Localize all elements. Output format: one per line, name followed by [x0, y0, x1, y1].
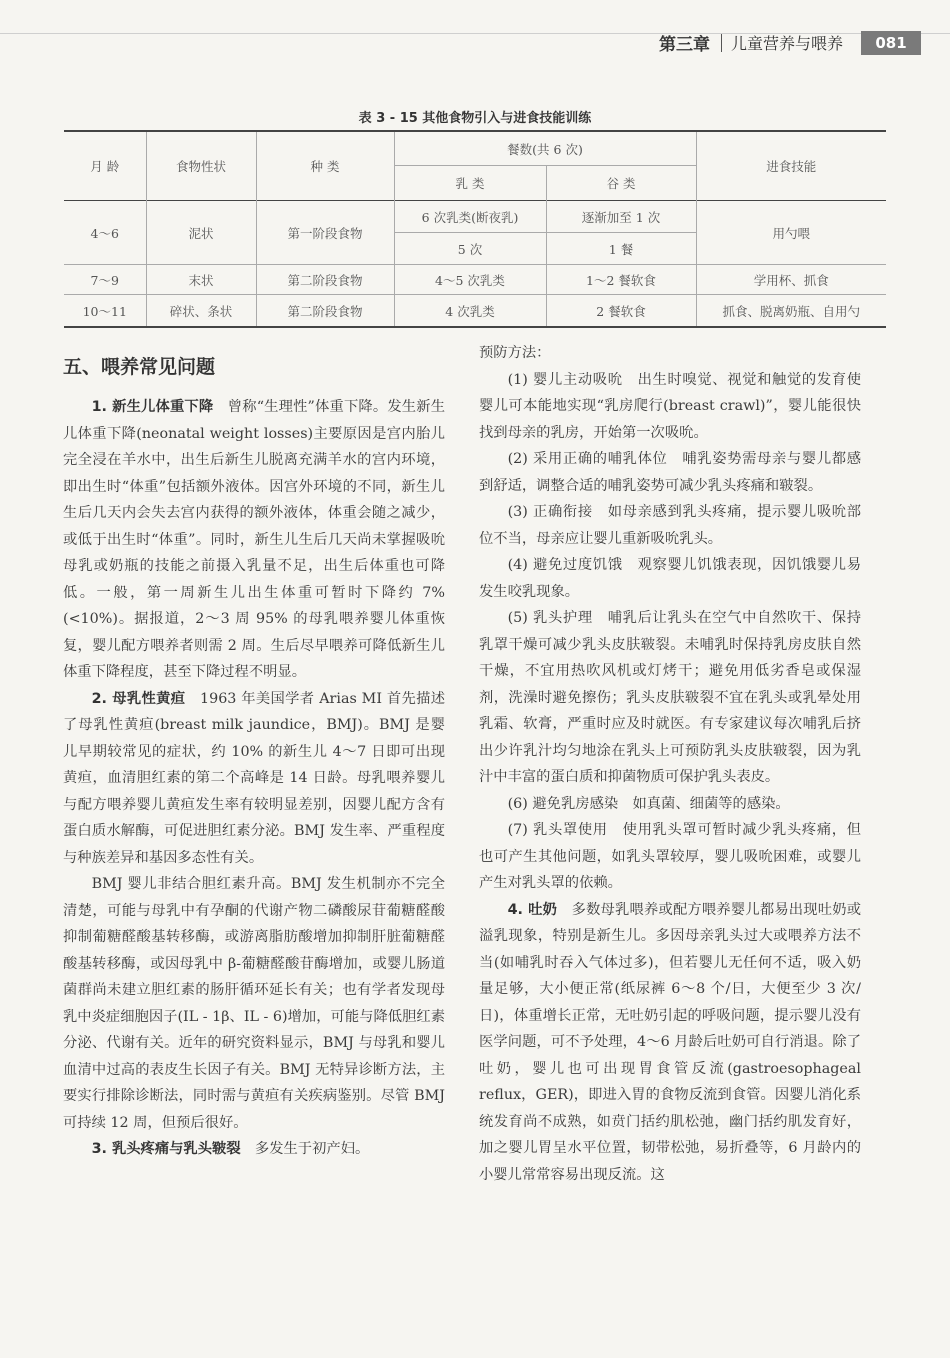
paragraph [63, 1136, 445, 1163]
paragraph-text: 多数母乳喂养或配方喂养婴儿都易出现吐奶或溢乳现象，特别是新生儿。多因母亲乳头过大或喂养方法不当(如哺乳时吞入气体过多)，但若婴儿无任何不适，吸入奶量足够，大小便正常(纸尿裤 6～8 个/日，大便至少 3 次/日)，体重增长正常，无吐奶引起的呼吸问题，提示婴儿没有医学问题，可不予处理，4～6 月龄后吐奶可自行消退。除了吐奶，婴儿也可出现胃食管反流(gastroesophageal reflux，GER)，即进入胃的食物反流到食管。因婴儿消化系统发育尚不成熟，如贲门括约肌松弛，幽门括约肌发育好，加之婴儿胃呈水平位置，韧带松弛，易折叠等，6 月龄内的小婴儿常常容易出现反流。这 [479, 901, 862, 1183]
item-title: (2) 采用正确的哺乳体位 [507, 451, 668, 467]
table-row [64, 265, 886, 295]
right-column [479, 340, 861, 1188]
chapter-number: 第三章 [659, 35, 710, 55]
cell-skill: 抓食、脱离奶瓶、自用勺 [696, 295, 886, 328]
cell-dairy: 4～5 次乳类 [394, 265, 546, 295]
table-caption: 表 3 - 15 其他食物引入与进食技能训练 [358, 111, 592, 126]
paragraph [479, 897, 861, 1189]
paragraph: BMJ 婴儿非结合胆红素升高。BMJ 发生机制亦不完全清楚，可能与母乳中有孕酮的代谢产物二磷酸尿苷葡糖醛酸抑制葡糖醛酸基转移酶，或游离脂肪酸增加抑制肝脏葡糖醛酸基转移酶，或因母乳中 β-葡糖醛酸苷酶增加，或婴儿肠道菌群尚未建立胆红素的肠肝循环延长有关；也有学者发现母乳中炎症细胞因子(IL - 1β、IL - 6)增加，可能与降低胆红素分泌、代谢有关。近年的研究资料显示，BMJ 与母乳和婴儿血清中过高的表皮生长因子有关。BMJ 无特异诊断方法，主要实行排除诊断法，同时需与黄疸有关疾病鉴别。尽管 BMJ 可持续 12 周，但预后很好。 [63, 876, 445, 1131]
list-item [479, 552, 861, 605]
section-title: 五、喂养常见问题 [63, 356, 216, 378]
paragraph [63, 394, 445, 686]
item-text: 哺乳姿势需母亲与婴儿都感到舒适，调整合适的哺乳姿势可减少乳头疼痛和皲裂。 [479, 451, 862, 494]
chapter-title: 儿童营养与喂养 [731, 34, 844, 53]
cell-type: 第一阶段食物 [256, 201, 394, 265]
paragraph [63, 686, 445, 872]
cell-type: 第二阶段食物 [256, 265, 394, 295]
subheading: 4. 吐奶 [507, 901, 558, 918]
header-type: 种 类 [256, 131, 394, 201]
header-age: 月 龄 [64, 131, 146, 201]
header-skill: 进食技能 [696, 131, 886, 201]
list-item [479, 499, 861, 552]
header-texture: 食物性状 [146, 131, 256, 201]
cell-grain: 逐渐加至 1 次 [546, 201, 696, 233]
page-header [0, 0, 950, 60]
cell-texture: 泥状 [146, 201, 256, 265]
left-column [63, 394, 445, 1163]
paragraph-text: 1963 年美国学者 Arias MI 首先描述了母乳性黄疸(breast milk jaundice，BMJ)。BMJ 是婴儿早期较常见的症状，约 10% 的新生儿 4～7 日即可出现黄疸，血清胆红素的第二个高峰是 14 日龄。母乳喂养婴儿与配方喂养婴儿黄疸发生率有较明显差别，因婴儿配方含有蛋白质水解酶，可促进胆红素分泌。BMJ 发生率、严重程度与种族差异和基因多态性有关。 [63, 690, 445, 866]
list-item [479, 605, 861, 791]
list-item [479, 791, 861, 818]
subheading: 3. 乳头疼痛与乳头皲裂 [91, 1141, 241, 1157]
header-meals: 餐数(共 6 次) [394, 131, 696, 166]
item-title: (3) 正确衔接 [507, 504, 593, 520]
subheading: 1. 新生儿体重下降 [91, 399, 214, 415]
item-text: 观察婴儿饥饿表现，因饥饿婴儿易发生咬乳现象。 [479, 557, 862, 600]
cell-age: 7～9 [64, 265, 146, 295]
cell-skill: 用勺喂 [696, 201, 886, 265]
food-introduction-table [64, 130, 886, 328]
item-title: (5) 乳头护理 [507, 610, 593, 626]
page-number: 081 [861, 31, 921, 55]
cell-age: 10～11 [64, 295, 146, 328]
cell-texture: 碎状、条状 [146, 295, 256, 328]
paragraph: 预防方法： [479, 345, 551, 361]
table-header-row [64, 131, 886, 166]
cell-grain: 2 餐软食 [546, 295, 696, 328]
cell-age: 4～6 [90, 225, 119, 241]
item-title: (1) 婴儿主动吸吮 [507, 371, 623, 388]
subheading: 2. 母乳性黄疸 [91, 690, 186, 707]
paragraph-text: 曾称“生理性”体重下降。发生新生儿体重下降(neonatal weight losses)主要原因是宫内胎儿完全浸在羊水中，出生后新生儿脱离充满羊水的宫内环境，即出生时“体重”包括额外液体。因宫外环境的不同，新生儿生后几天内会失去宫内获得的额外液体，体重会随之减少，或低于出生时“体重”。同时，新生儿生后几天尚未掌握吸吮母乳或奶瓶的技能之前摄入乳量不足，出生后体重也可降低。一般，第一周新生儿出生体重可暂时下降约 7%(<10%)。据报道，2～3 周 95% 的母乳喂养婴儿体重恢复，婴儿配方喂养者则需 2 周。生后尽早喂养可降低新生儿体重下降程度，甚至下降过程不明显。 [63, 399, 446, 680]
cell-grain: 1 餐 [546, 233, 696, 265]
item-title: (6) 避免乳房感染 [507, 795, 619, 812]
item-text: 使用乳头罩可暂时减少乳头疼痛，但也可产生其他问题，如乳头罩较厚，婴儿吸吮困难，或婴儿产生对乳头罩的依赖。 [479, 822, 862, 891]
item-text: 出生时嗅觉、视觉和触觉的发育使婴儿可本能地实现“乳房爬行(breast crawl)”，婴儿能很快找到母亲的乳房，开始第一次吸吮。 [479, 371, 862, 441]
header-grain: 谷 类 [546, 166, 696, 201]
header-dairy: 乳 类 [394, 166, 546, 201]
item-title: (4) 避免过度饥饿 [507, 557, 623, 573]
list-item [479, 367, 861, 447]
cell-skill: 学用杯、抓食 [696, 265, 886, 295]
item-text: 如母亲感到乳头疼痛，提示婴儿吸吮部位不当，母亲应让婴儿重新吸吮乳头。 [479, 504, 862, 547]
cell-dairy: 6 次乳类(断夜乳) [394, 201, 546, 233]
chapter-separator [721, 34, 722, 52]
cell-type: 第二阶段食物 [256, 295, 394, 328]
paragraph-text: 多发生于初产妇。 [254, 1141, 370, 1157]
list-item [479, 446, 861, 499]
cell-texture: 末状 [146, 265, 256, 295]
item-text: 如真菌、细菌等的感染。 [632, 795, 790, 812]
item-text: 哺乳后让乳头在空气中自然吹干、保持乳罩干燥可减少乳头皮肤皲裂。未哺乳时保持乳房皮肤自然干燥，不宜用热吹风机或灯烤干；避免用低劣香皂或保湿剂，洗澡时避免擦伤；乳头皮肤皲裂不宜在乳头或乳晕处用乳霜、软膏，严重时应及时就医。有专家建议每次哺乳后挤出少许乳汁均匀地涂在乳头上可预防乳头皮肤皲裂，因为乳汁中丰富的蛋白质和抑菌物质可保护乳头表皮。 [479, 610, 862, 785]
cell-grain: 1～2 餐软食 [546, 265, 696, 295]
list-item [479, 817, 861, 897]
item-title: (7) 乳头罩使用 [507, 822, 608, 838]
cell-dairy: 4 次乳类 [394, 295, 546, 328]
cell-dairy: 5 次 [394, 233, 546, 265]
table-row [64, 295, 886, 328]
table-row [64, 201, 886, 233]
